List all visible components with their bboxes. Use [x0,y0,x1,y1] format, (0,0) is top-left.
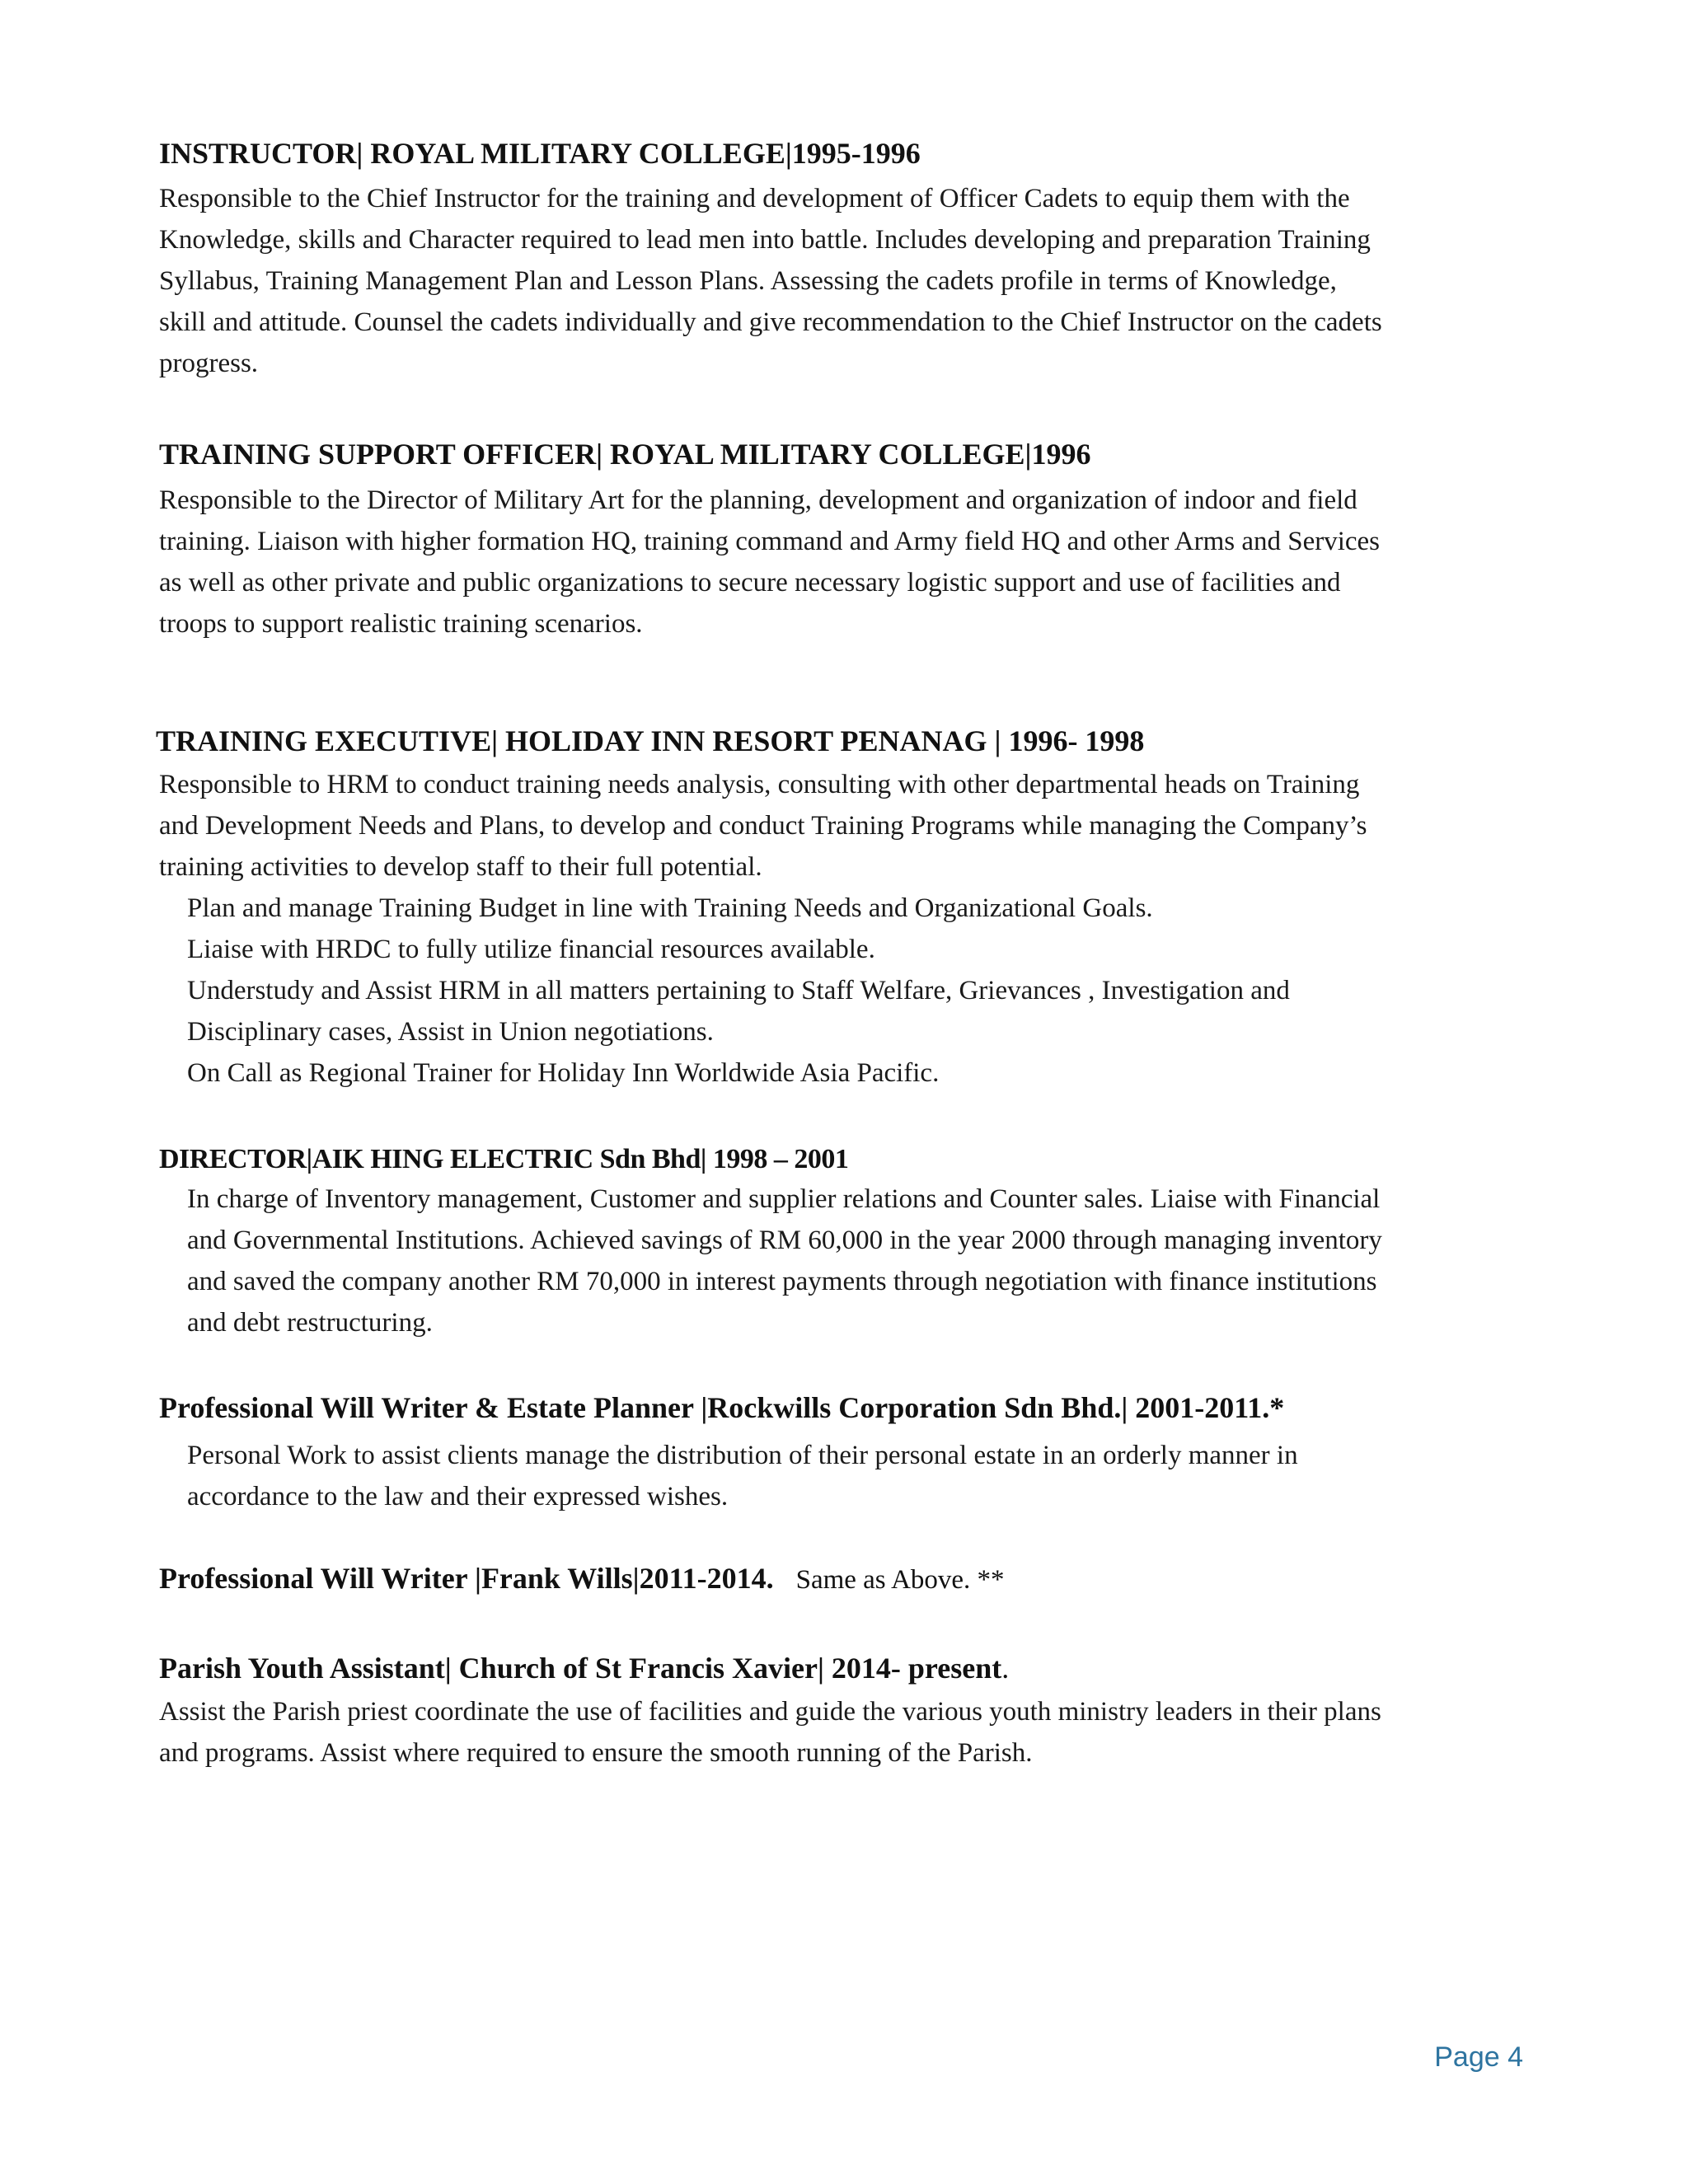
page-number: Page 4 [1434,2041,1523,2073]
text-line: In charge of Inventory management, Customer and supplier relations and Counter sales. Liaise with Financial [187,1184,1381,1214]
text-line: accordance to the law and their expressed wishes. [187,1482,729,1511]
list-item: Plan and manage Training Budget in line with Training Needs and Organizational Goals. [187,893,1153,923]
heading-director: DIRECTOR|AIK HING ELECTRIC Sdn Bhd| 1998 – 2001 [159,1144,849,1174]
text-line: and saved the company another RM 70,000 in interest payments through negotiation with finance institutions [187,1267,1377,1296]
rockwills-description [187,1435,1547,1517]
heading-training-executive: TRAINING EXECUTIVE| HOLIDAY INN RESORT PENANAG | 1996- 1998 [156,724,1145,757]
training-executive-list [187,888,1547,1094]
list-item: Liaise with HRDC to fully utilize financial resources available. [187,935,875,964]
text-line: and Governmental Institutions. Achieved savings of RM 60,000 in the year 2000 through managing inventory [187,1226,1382,1255]
list-item: On Call as Regional Trainer for Holiday Inn Worldwide Asia Pacific. [187,1058,940,1088]
text-line: training activities to develop staff to their full potential. [159,852,762,882]
text-line: and debt restructuring. [187,1308,433,1338]
text-line: Personal Work to assist clients manage the distribution of their personal estate in an orderly manner in [187,1441,1298,1470]
heading-parish [159,1650,1009,1686]
text-line: progress. [159,349,259,378]
training-support-description [159,480,1544,644]
text-line: Syllabus, Training Management Plan and Lesson Plans. Assessing the cadets profile in terms of Knowledge, [159,266,1337,296]
text-line: as well as other private and public organizations to secure necessary logistic support and use of facilities and [159,568,1341,598]
parish-description [159,1691,1544,1774]
director-description [187,1179,1547,1343]
text-line: and Development Needs and Plans, to develop and conduct Training Programs while managing the Company’s [159,811,1367,841]
text-line: Assist the Parish priest coordinate the use of facilities and guide the various youth ministry leaders in their plans [159,1697,1381,1727]
text-line: troops to support realistic training scenarios. [159,609,643,639]
text-line: Knowledge, skills and Character required to lead men into battle. Includes developing and preparation Training [159,225,1371,255]
instructor-description [159,178,1544,384]
heading-rockwills: Professional Will Writer & Estate Planner |Rockwills Corporation Sdn Bhd.| 2001-2011.* [159,1391,1285,1424]
parish-title: Parish Youth Assistant| Church of St Francis Xavier| 2014- present [159,1652,1002,1685]
text-line: Responsible to the Director of Military Art for the planning, development and organization of indoor and field [159,485,1357,515]
parish-title-end: . [1001,1652,1010,1685]
heading-instructor: INSTRUCTOR| ROYAL MILITARY COLLEGE|1995-1996 [159,137,921,170]
text-line: training. Liaison with higher formation HQ, training command and Army field HQ and other Arms and Services [159,527,1381,556]
list-item: Understudy and Assist HRM in all matters pertaining to Staff Welfare, Grievances , Investigation and [187,976,1290,1005]
text-line: and programs. Assist where required to ensure the smooth running of the Parish. [159,1738,1033,1768]
text-line: Responsible to HRM to conduct training needs analysis, consulting with other departmental heads on Training [159,770,1360,799]
list-item: Disciplinary cases, Assist in Union negotiations. [187,1017,714,1047]
heading-training-support-officer: TRAINING SUPPORT OFFICER| ROYAL MILITARY COLLEGE|1996 [159,438,1091,471]
training-executive-description [159,764,1544,888]
text-line: skill and attitude. Counsel the cadets individually and give recommendation to the Chief Instructor on the cadets [159,307,1382,337]
heading-frank-wills [159,1560,1005,1598]
text-line: Responsible to the Chief Instructor for the training and development of Officer Cadets to equip them with the [159,184,1350,213]
frank-wills-note: Same as Above. ** [795,1565,1005,1595]
frank-wills-title: Professional Will Writer |Frank Wills|2011-2014. [159,1562,774,1595]
